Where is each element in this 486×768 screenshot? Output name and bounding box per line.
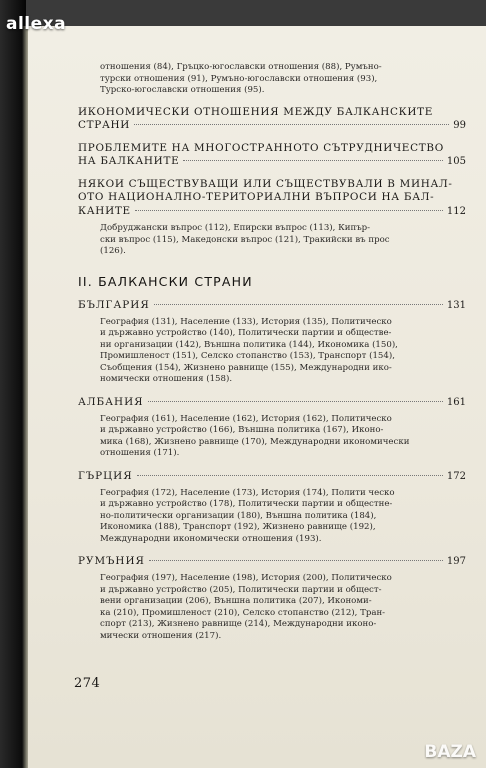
country-name: ГЪРЦИЯ [78, 469, 133, 482]
toc-entry [78, 178, 466, 219]
country-row [78, 470, 466, 482]
toc-entry [78, 142, 466, 169]
entry-page-number: 99 [453, 120, 466, 131]
country-entry [78, 396, 466, 460]
allexa-logo: allexa [6, 14, 67, 34]
page-number: 274 [74, 676, 101, 691]
subtopic-line: но-политически организации (180), Външна политика (184), [100, 510, 377, 521]
subtopic-line: Съобщения (154), Жизнено равнище (155), Международни ико- [100, 362, 392, 373]
country-subtopics [100, 573, 456, 642]
leader-dots [149, 560, 443, 561]
subtopic-line: отношения (84), Гръцко-югославски отношения (88), Румъно- [100, 62, 382, 72]
subtopic-line: География (172), Население (173), История (174), Полити ческо [100, 487, 395, 498]
leader-dots [134, 124, 449, 125]
country-entry [78, 555, 466, 642]
subtopic-line: География (131), Население (133), История (135), Политическо [100, 316, 392, 327]
country-name: АЛБАНИЯ [78, 395, 144, 408]
leader-dots [154, 304, 443, 305]
continued-subtopics [100, 62, 456, 97]
subtopic-line: и държавно устройство (166), Външна политика (167), Иконо- [100, 425, 384, 435]
subtopic-line: и държавно устройство (178), Политически партии и общестне- [100, 499, 393, 509]
subtopic-line: номически отношения (158). [100, 374, 233, 384]
country-page-number: 161 [446, 396, 466, 408]
entry-title-last-line [78, 205, 466, 219]
subtopic-line: ка (210), Промишленост (210), Селско стопанство (212), Тран- [100, 607, 386, 618]
subtopic-line: Турско-югославски отношения (95). [100, 85, 265, 95]
entry-title-line: ИКОНОМИЧЕСКИ ОТНОШЕНИЯ МЕЖДУ БАЛКАНСКИТЕ [78, 105, 434, 118]
entry-title-last-line [78, 119, 466, 133]
country-name: БЪЛГАРИЯ [78, 298, 150, 311]
subtopic-line: Икономика (188), Транспорт (192), Жизнено равнище (192), [100, 522, 376, 532]
subtopic-line: Добруджански въпрос (112), Епирски въпрос (113), Кипър- [100, 223, 371, 233]
country-page-number: 131 [446, 299, 466, 311]
country-subtopics [100, 414, 456, 460]
toc-content [78, 62, 466, 642]
subtopic-line: мика (168), Жизнено равнище (170), Международни икономически [100, 436, 410, 447]
subtopic-line: ни организации (142), Външна политика (144), Икономика (150), [100, 339, 398, 350]
subtopic-line: мически отношения (217). [100, 630, 222, 641]
country-page-number: 197 [446, 556, 466, 567]
entry-title-last-line [78, 155, 466, 169]
leader-dots [135, 210, 443, 211]
subtopic-line: Международни икономически отношения (193). [100, 533, 322, 544]
subtopic-line: География (161), Население (162), История (162), Политическо [100, 413, 392, 424]
subtopic-line: (126). [100, 246, 126, 256]
country-subtopics [100, 317, 456, 386]
toc-entry [78, 106, 466, 133]
entry-page-number: 112 [446, 205, 466, 217]
entry-title-end: КАНИТЕ [78, 204, 131, 217]
country-entry [78, 299, 466, 386]
subtopic-line: Промишленост (151), Селско стопанство (153), Транспорт (154), [100, 351, 395, 361]
subtopic-line: турски отношения (91), Румъно-югославски отношения (93), [100, 73, 378, 84]
country-page-number: 172 [446, 470, 466, 482]
subtopic-line: и държавно устройство (140), Политически партии и обществе- [100, 328, 392, 338]
subtopic-line: ски въпрос (115), Македонски въпрос (121), Тракийски въ прос [100, 234, 390, 245]
country-subtopics [100, 488, 456, 546]
leader-dots [183, 160, 443, 161]
leader-dots [148, 401, 443, 402]
entry-page-number: 105 [446, 156, 466, 167]
subtopic-line: отношения (171). [100, 448, 180, 458]
entry-title-line: НЯКОИ СЪЩЕСТВУВАЩИ ИЛИ СЪЩЕСТВУВАЛИ В МИНАЛ- [78, 177, 453, 190]
section-heading: II. БАЛКАНСКИ СТРАНИ [78, 273, 253, 289]
entry-title-end: СТРАНИ [78, 119, 131, 131]
book-page [28, 26, 486, 768]
entry-title-line: ОТО НАЦИОНАЛНО-ТЕРИТОРИАЛНИ ВЪПРОСИ НА БАЛ- [78, 191, 435, 203]
entry-title-line: ПРОБЛЕМИТЕ НА МНОГОСТРАННОТО СЪТРУДНИЧЕСТВО [78, 141, 444, 154]
baza-watermark: BAZA [424, 742, 476, 762]
subtopic-line: вени организации (206), Външна политика (207), Икономи- [100, 596, 372, 606]
subtopic-line: и държавно устройство (205), Политически партии и общест- [100, 584, 382, 595]
country-row [78, 299, 466, 311]
subtopic-line: География (197), Население (198), История (200), Политическо [100, 573, 392, 583]
country-entry [78, 470, 466, 546]
country-row [78, 555, 466, 567]
entry-title-end: НА БАЛКАНИТЕ [78, 155, 180, 167]
country-name: РУМЪНИЯ [78, 555, 145, 567]
entry-subtopics [100, 223, 456, 258]
subtopic-line: спорт (213), Жизнено равнище (214), Международни иконо- [100, 619, 377, 629]
leader-dots [137, 475, 443, 476]
country-row [78, 396, 466, 408]
